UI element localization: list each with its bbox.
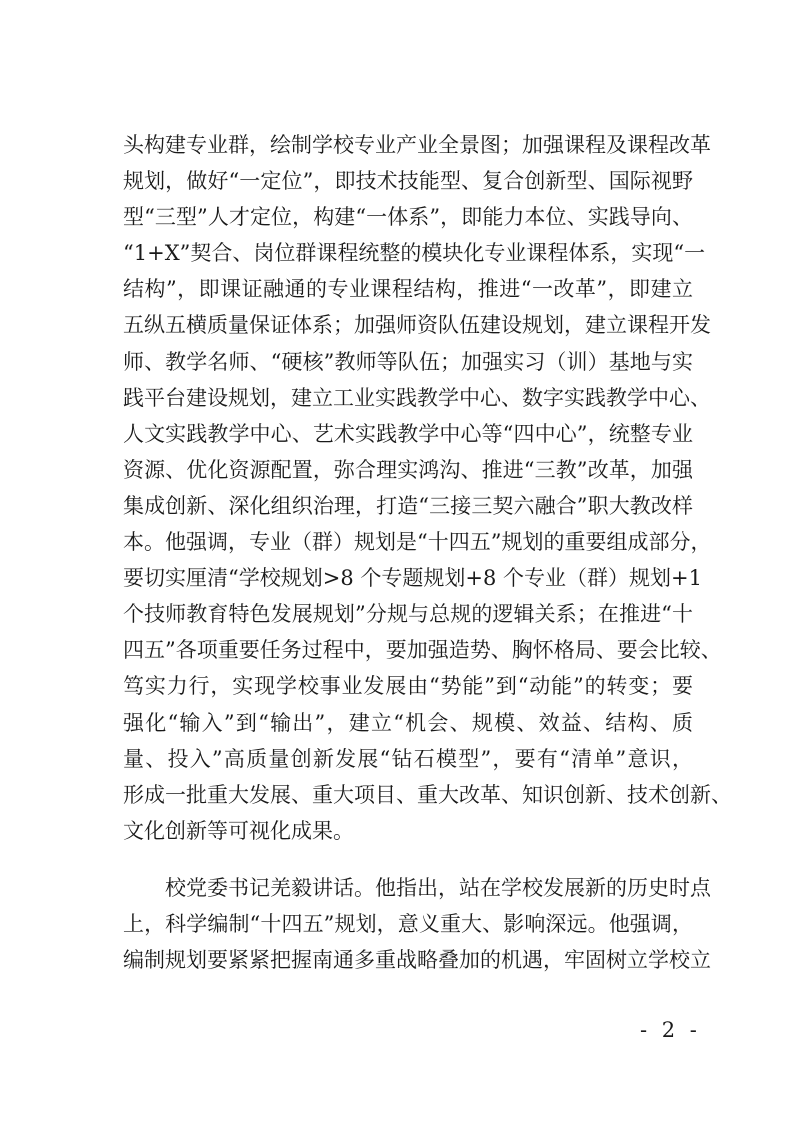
paragraph-line: 笃实力行，实现学校事业发展由“势能”到“动能”的转变；要 <box>123 674 693 699</box>
paragraph-line: 量、投入”高质量创新发展“钻石模型”，要有“清单”意识， <box>123 746 693 771</box>
paragraph-line: 校党委书记羌毅讲话。他指出，站在学校发展新的历史时点 <box>165 876 711 900</box>
page-number: - 2 - <box>640 1018 701 1042</box>
paragraph-line: 师、教学名师、“硬核”教师等队伍；加强实习（训）基地与实 <box>123 349 693 374</box>
paragraph-line: 践平台建设规划，建立工业实践教学中心、数字实践教学中心、 <box>123 385 711 410</box>
paragraph-line: 要切实厘清“学校规划>8 个专题规划+8 个专业（群）规划+1 <box>123 566 702 591</box>
paragraph-line: 本。他强调，专业（群）规划是“十四五”规划的重要组成部分， <box>123 530 712 555</box>
paragraph-line: 型“三型”人才定位，构建“一体系”，即能力本位、实践导向、 <box>123 205 693 230</box>
paragraph-line: 规划，做好“一定位”，即技术技能型、复合创新型、国际视野 <box>123 169 693 194</box>
paragraph-line: 个技师教育特色发展规划”分规与总规的逻辑关系；在推进“十 <box>123 602 693 627</box>
paragraph-line: 四五”各项重要任务过程中，要加强造势、胸怀格局、要会比较、 <box>123 638 722 663</box>
paragraph-line: 资源、优化资源配置，弥合理实鸿沟、推进“三教”改革，加强 <box>123 457 693 482</box>
paragraph-line: 集成创新、深化组织治理，打造“三接三契六融合”职大教改样 <box>123 493 693 518</box>
paragraph-line: 五纵五横质量保证体系；加强师资队伍建设规划，建立课程开发 <box>123 313 711 338</box>
paragraph-line: 强化“输入”到“输出”，建立“机会、规模、效益、结构、质 <box>123 710 693 735</box>
paragraph-line: 文化创新等可视化成果。 <box>123 818 354 843</box>
paragraph-line: 上，科学编制“十四五”规划，意义重大、影响深远。他强调， <box>123 912 693 937</box>
paragraph-line: 头构建专业群，绘制学校专业产业全景图；加强课程及课程改革 <box>123 133 711 157</box>
paragraph-line: 结构”，即课证融通的专业课程结构，推进“一改革”，即建立 <box>123 277 693 302</box>
paragraph-1 <box>123 127 732 849</box>
paragraph-2 <box>123 870 711 978</box>
paragraph-line: “1+X”契合、岗位群课程统整的模块化专业课程体系，实现“一 <box>123 241 706 266</box>
paragraph-line: 编制规划要紧紧把握南通多重战略叠加的机遇，牢固树立学校立 <box>123 948 711 973</box>
paragraph-line: 形成一批重大发展、重大项目、重大改革、知识创新、技术创新、 <box>123 782 732 807</box>
paragraph-line: 人文实践教学中心、艺术实践教学中心等“四中心”，统整专业 <box>123 421 693 446</box>
